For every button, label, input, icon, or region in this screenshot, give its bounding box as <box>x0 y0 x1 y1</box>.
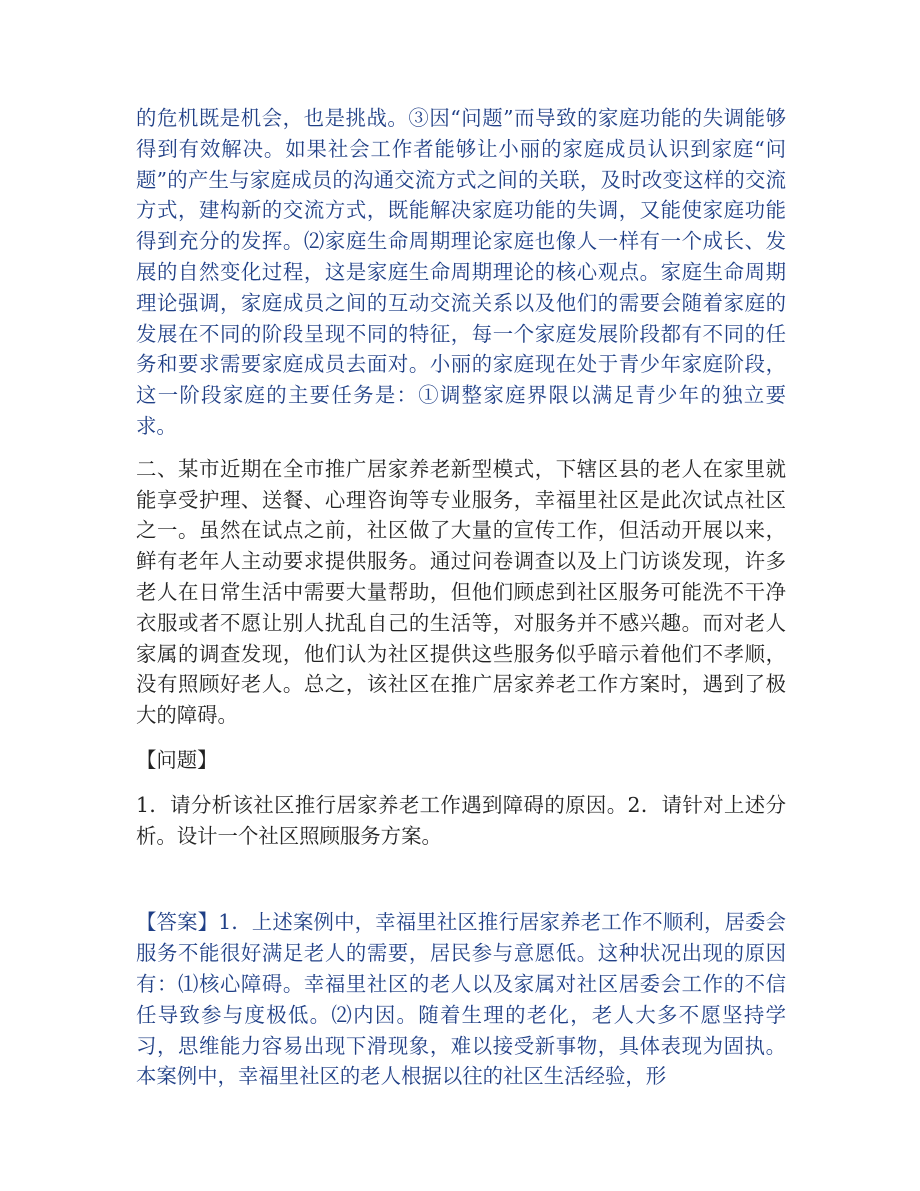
answer-paragraph: 【答案】1．上述案例中，幸福里社区推行居家养老工作不顺利，居委会服务不能很好满足老人的需要，居民参与意愿低。这种状况出现的原因有：⑴核心障碍。幸福里社区的老人以及家属对社区居委会工作的不信任导致参与度极低。⑵内因。随着生理的老化，老人大多不愿坚持学习，思维能力容易出现下滑现象，难以接受新事物，具体表现为固执。本案例中，幸福里社区的老人根据以往的社区生活经验，形 <box>136 910 786 1089</box>
answer-continuation-paragraph: 的危机既是机会，也是挑战。③因“问题”而导致的家庭功能的失调能够得到有效解决。如果社会工作者能够让小丽的家庭成员认识到家庭“问题”的产生与家庭成员的沟通交流方式之间的关联，及时改变这样的交流方式，建构新的交流方式，既能解决家庭功能的失调，又能使家庭功能得到充分的发挥。⑵家庭生命周期理论家庭也像人一样有一个成长、发展的自然变化过程，这是家庭生命周期理论的核心观点。家庭生命周期理论强调，家庭成员之间的互动交流关系以及他们的需要会随着家庭的发展在不同的阶段呈现不同的特征，每一个家庭发展阶段都有不同的任务和要求需要家庭成员去面对。小丽的家庭现在处于青少年家庭阶段，这一阶段家庭的主要任务是：①调整家庭界限以满足青少年的独立要求。 <box>136 106 786 438</box>
case-study-paragraph: 二、某市近期在全市推广居家养老新型模式，下辖区县的老人在家里就能享受护理、送餐、心理咨询等专业服务，幸福里社区是此次试点社区之一。虽然在试点之前，社区做了大量的宣传工作，但活动开展以来，鲜有老年人主动要求提供服务。通过问卷调查以及上门访谈发现，许多老人在日常生活中需要大量帮助，但他们顾虑到社区服务可能洗不干净衣服或者不愿让别人扰乱自己的生活等，对服务并不感兴趣。而对老人家属的调查发现，他们认为社区提供这些服务似乎暗示着他们不孝顺，没有照顾好老人。总之，该社区在推广居家养老工作方案时，遇到了极大的障碍。 <box>136 456 786 728</box>
question-heading: 【问题】 <box>136 747 218 772</box>
question-text: 1．请分析该社区推行居家养老工作遇到障碍的原因。2．请针对上述分析。设计一个社区照顾服务方案。 <box>136 792 786 848</box>
document-body <box>136 103 786 1092</box>
